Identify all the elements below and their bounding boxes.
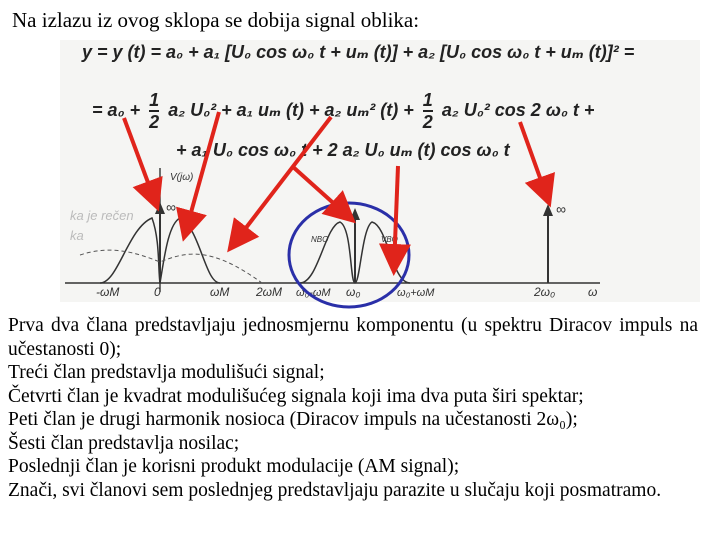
fraction-numerator: 1 xyxy=(149,90,160,110)
infinity-label-right: ∞ xyxy=(556,201,566,217)
vbo-label: VBO xyxy=(381,235,398,244)
equation-line-3: + a₁ U₀ cos ω₀ t + 2 a₂ U₀ uₘ (t) cos ω₀ t xyxy=(176,140,510,160)
explanation-paragraph: Treći član predstavlja modulišući signal; xyxy=(8,362,325,383)
explanation-paragraph: Peti član je drugi harmonik nosioca (Diracov impuls na učestanosti 2ω₀); xyxy=(8,409,578,430)
red-arrow-am-product xyxy=(394,166,398,268)
explanation-paragraph: Četvrti član je kvadrat modulišućeg signala koji ima dva puta širi spektar; xyxy=(8,385,584,407)
equation-line-2-middle: a₂ U₀² + a₁ uₘ (t) + a₂ uₘ² (t) + xyxy=(168,99,414,120)
fraction-denominator: 2 xyxy=(422,112,433,132)
amplitude-axis-label: V(jω) xyxy=(170,172,194,183)
tick-label: ω₀+ωM xyxy=(397,287,435,299)
background-text: ka je rečen xyxy=(70,208,134,223)
explanation-paragraph: Prva dva člana predstavljaju jednosmjernu komponentu (u spektru Diracov impuls na učestanosti 0); xyxy=(8,315,698,360)
tick-label: 2ωM xyxy=(256,285,283,299)
tick-label: 2ω₀ xyxy=(534,285,556,299)
explanation-paragraph: Poslednji član je korisni produkt modulacije (AM signal); xyxy=(8,456,460,477)
red-arrow-squared xyxy=(232,117,331,246)
fraction-denominator: 2 xyxy=(149,112,160,132)
tick-label: ω xyxy=(588,285,598,299)
second-harmonic-arrowhead xyxy=(543,204,553,216)
slide-title: Na izlazu iz ovog sklopa se dobija signal oblika: xyxy=(12,8,420,32)
red-arrow-second-harmonic xyxy=(520,122,548,200)
equation-line-2-end: a₂ U₀² cos 2 ω₀ t + xyxy=(441,99,595,120)
baseband-lobe-right xyxy=(160,218,220,283)
equation-line-1: y = y (t) = a₀ + a₁ [U₀ cos ω₀ t + uₘ (t)] + a₂ [U₀ cos ω₀ t + uₘ (t)]² = xyxy=(82,42,635,62)
tick-label: -ωM xyxy=(96,285,120,299)
background-text: ka xyxy=(70,228,84,243)
tick-label: ωM xyxy=(210,285,230,299)
explanation-text xyxy=(8,314,698,502)
red-arrow-dc xyxy=(124,118,156,204)
nbo-label: NBO xyxy=(311,235,329,244)
carrier-impulse-arrowhead xyxy=(350,208,360,220)
explanation-paragraph: Šesti član predstavlja nosilac; xyxy=(8,432,240,454)
equation-line-2-start: = a₀ + xyxy=(92,99,141,120)
tick-label: ω₀-ωM xyxy=(296,287,331,299)
tick-label: ω₀ xyxy=(346,285,361,299)
squared-signal-spectrum xyxy=(80,250,262,283)
explanation-paragraph: Znači, svi članovi sem poslednjeg predstavljaju parazite u slučaju koji posmatramo. xyxy=(8,479,662,501)
tick-label: 0 xyxy=(154,285,161,299)
infinity-label-left: ∞ xyxy=(166,199,176,215)
lower-sideband xyxy=(300,222,355,283)
fraction-numerator: 1 xyxy=(422,90,433,110)
